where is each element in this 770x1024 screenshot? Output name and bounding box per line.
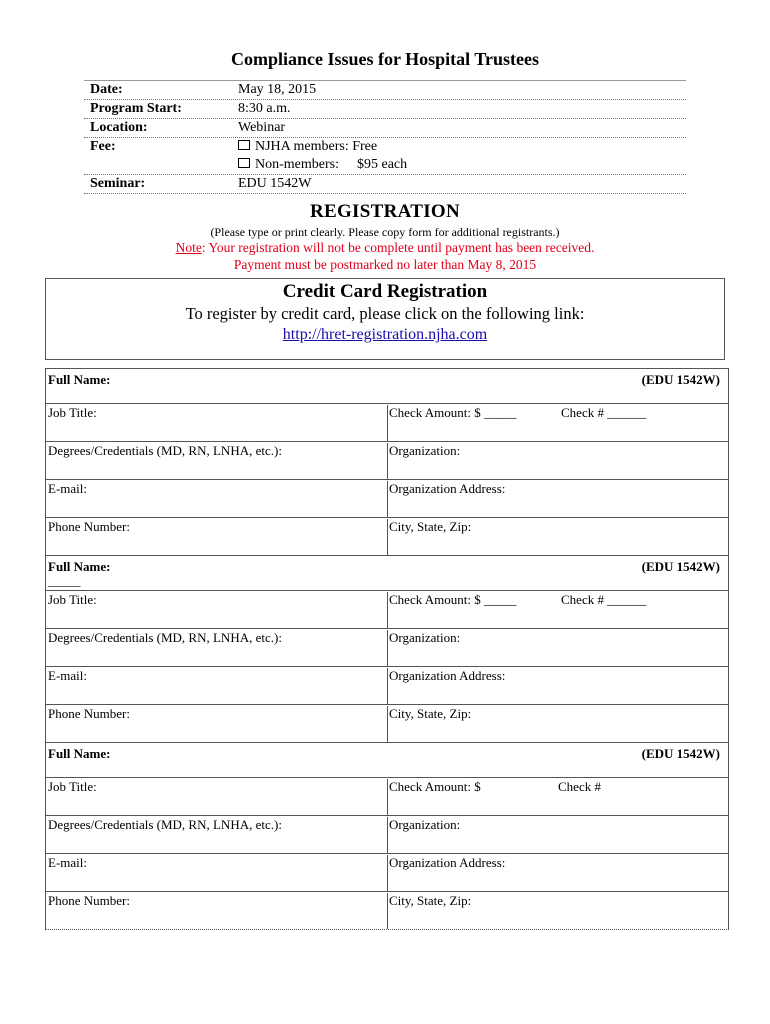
document-title: Compliance Issues for Hospital Trustees: [230, 49, 539, 69]
checkbox-icon[interactable]: [238, 140, 250, 150]
payment-deadline: Payment must be postmarked no later than May 8, 2015: [233, 257, 537, 272]
edu-code: (EDU 1542W): [641, 746, 720, 761]
edu-code: (EDU 1542W): [641, 372, 720, 387]
date-label: Date:: [90, 82, 123, 97]
degrees-field[interactable]: Degrees/Credentials (MD, RN, LNHA, etc.):: [48, 443, 282, 458]
org-address-field[interactable]: Organization Address:: [387, 481, 505, 517]
degrees-field[interactable]: Degrees/Credentials (MD, RN, LNHA, etc.):: [48, 817, 282, 832]
location-row: [84, 119, 686, 138]
location-value: Webinar: [238, 120, 286, 135]
check-number-field[interactable]: Check # ______: [561, 592, 647, 607]
registration-instructions: (Please type or print clearly. Please copy form for additional registrants.): [210, 225, 560, 239]
full-name-label: Full Name:: [48, 746, 111, 761]
email-row: [45, 853, 729, 891]
org-address-field[interactable]: Organization Address:: [387, 668, 505, 704]
check-number-field[interactable]: Check #: [558, 779, 601, 794]
edu-code: (EDU 1542W): [641, 559, 720, 574]
full-name-label: Full Name:: [48, 372, 111, 387]
organization-field[interactable]: Organization:: [387, 817, 460, 853]
degrees-row: [45, 628, 729, 666]
full-name-row[interactable]: [45, 368, 729, 403]
full-name-row[interactable]: [45, 742, 729, 777]
degrees-row: [45, 441, 729, 479]
org-address-field[interactable]: Organization Address:: [387, 855, 505, 891]
program-start-value: 8:30 a.m.: [238, 101, 291, 116]
phone-row: [45, 517, 729, 555]
fee-row: [84, 138, 686, 156]
registration-link[interactable]: http://hret-registration.njha.com: [282, 326, 488, 343]
city-state-zip-field[interactable]: City, State, Zip:: [387, 893, 471, 929]
check-number-field[interactable]: Check # ______: [561, 405, 647, 420]
email-row: [45, 666, 729, 704]
program-start-row: [84, 100, 686, 119]
seminar-row: [84, 175, 686, 194]
credit-card-text: To register by credit card, please click on the following link:: [185, 304, 585, 323]
phone-field[interactable]: Phone Number:: [48, 706, 130, 721]
note-label: Note: [175, 240, 202, 255]
job-title-field[interactable]: Job Title:: [48, 592, 97, 607]
location-label: Location:: [90, 120, 148, 135]
phone-field[interactable]: Phone Number:: [48, 893, 130, 908]
check-amount-field[interactable]: Check Amount: $ _____: [387, 592, 516, 628]
program-start-label: Program Start:: [90, 101, 182, 116]
phone-field[interactable]: Phone Number:: [48, 519, 130, 534]
email-field[interactable]: E-mail:: [48, 668, 87, 683]
degrees-field[interactable]: Degrees/Credentials (MD, RN, LNHA, etc.):: [48, 630, 282, 645]
seminar-label: Seminar:: [90, 176, 146, 191]
registrant-form: [45, 742, 729, 930]
credit-card-box: [45, 278, 725, 360]
full-name-label: Full Name:: [48, 559, 111, 574]
phone-row: [45, 891, 729, 929]
email-row: [45, 479, 729, 517]
full-name-underline: _____: [48, 573, 81, 588]
fee-label: Fee:: [90, 139, 116, 154]
note-text: : Your registration will not be complete until payment has been received.: [201, 240, 595, 255]
city-state-zip-field[interactable]: City, State, Zip:: [387, 519, 471, 555]
degrees-row: [45, 815, 729, 853]
full-name-row[interactable]: [45, 555, 729, 590]
organization-field[interactable]: Organization:: [387, 443, 460, 479]
email-field[interactable]: E-mail:: [48, 855, 87, 870]
date-value: May 18, 2015: [238, 82, 317, 97]
registration-heading: REGISTRATION: [309, 201, 460, 222]
registrant-form: [45, 368, 729, 555]
check-amount-field[interactable]: Check Amount: $ _____: [387, 405, 516, 441]
job-title-row: [45, 777, 729, 815]
credit-card-title: Credit Card Registration: [282, 281, 488, 302]
city-state-zip-field[interactable]: City, State, Zip:: [387, 706, 471, 742]
job-title-row: [45, 590, 729, 628]
registration-forms: [45, 368, 729, 930]
organization-field[interactable]: Organization:: [387, 630, 460, 666]
phone-row: [45, 704, 729, 742]
job-title-row: [45, 403, 729, 441]
check-amount-field[interactable]: Check Amount: $: [387, 779, 481, 815]
fee-row-2: [84, 156, 686, 175]
seminar-value: EDU 1542W: [238, 176, 312, 191]
event-info: [84, 80, 686, 194]
job-title-field[interactable]: Job Title:: [48, 405, 97, 420]
registration-note: [0, 240, 770, 256]
job-title-field[interactable]: Job Title:: [48, 779, 97, 794]
form-bottom-border: [45, 929, 729, 930]
registrant-form: [45, 555, 729, 742]
fee-option-members[interactable]: NJHA members: Free: [238, 138, 377, 156]
checkbox-icon[interactable]: [238, 158, 250, 168]
date-row: [84, 81, 686, 100]
fee-option-nonmembers[interactable]: Non-members: $95 each: [238, 156, 407, 174]
email-field[interactable]: E-mail:: [48, 481, 87, 496]
